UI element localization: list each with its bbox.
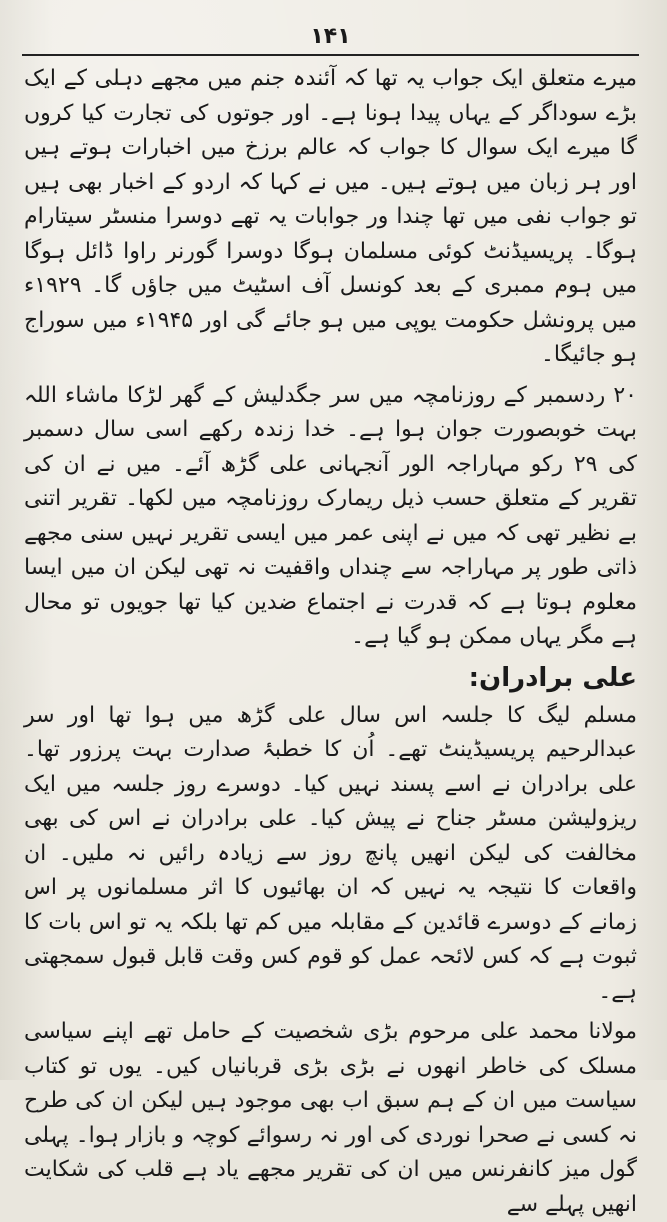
section-heading: علی برادران: — [468, 662, 637, 693]
paragraph: مولانا محمد علی مرحوم بڑی شخصیت کے حامل تھے اپنے سیاسی مسلک کی خاطر انھوں نے بڑی بڑی قربانیاں کیں۔ یوں تو کتاب سیاست میں ان کے ہم سبق اب بھی موجود ہیں لیکن ان کی طرح نہ کسی نے صحرا نوردی کی اور نہ رسوائے کوچہ و بازار ہوا۔ پہلی گول میز کانفرنس میں ان کی تقریر مجھے یاد ہے قلب کی شکایت انھیں پہلے سے — [24, 1019, 637, 1217]
paragraph: مسلم لیگ کا جلسہ اس سال علی گڑھ میں ہوا تھا اور سر عبدالرحیم پریسیڈینٹ تھے۔ اُن کا خطبۂ صدارت بہت پرزور تھا۔ علی برادران نے اسے پسند نہیں کیا۔ دوسرے روز جلسہ میں ایک ریزولیشن مسٹر جناح نے پیش کیا۔ علی برادران نے اس کی بھی مخالفت کی لیکن انھیں پانچ روز سے زیادہ رائیں نہ ملیں۔ ان واقعات کا نتیجہ یہ نہیں کہ ان بھائیوں کا اثر مسلمانوں پر اس زمانے کے دوسرے قائدین کے مقابلہ میں کم تھا بلکہ یہ تو اس بات کا ثبوت ہے کہ کس لائحہ عمل کو قوم کس وقت قابل قبول سمجھتی ہے۔ — [24, 702, 637, 1004]
page-number: ۱۴۱ — [310, 24, 351, 49]
paragraph: ۲۰ ردسمبر کے روزنامچہ میں سر جگدلیش کے گھر لڑکا ماشاء اللہ بہت خوبصورت جوان ہوا ہے۔ خدا زندہ رکھے اسی سال دسمبر کی ۲۹ رکو مہاراجہ الور آنجہانی علی گڑھ آئے۔ میں نے ان کی تقریر کے متعلق حسب ذیل ریمارک روزنامچہ میں لکھا۔ تقریر اتنی بے نظیر تھی کہ میں نے اپنی عمر میں ایسی تقریر نہیں سنی مجھے ذاتی طور پر مہاراجہ سے چنداں واقفیت نہ تھی لیکن ان میں ایسا معلوم ہوتا ہے کہ قدرت نے اجتماع ضدین کیا تھا جویوں تو محال ہے مگر یہاں ممکن ہو گیا ہے۔ — [24, 382, 637, 649]
paragraph: میرے متعلق ایک جواب یہ تھا کہ آئندہ جنم میں مجھے دہلی کے ایک بڑے سوداگر کے یہاں پیدا ہونا ہے۔ اور جوتوں کی تجارت کیا کروں گا میرے ایک سوال کا جواب کہ عالم برزخ میں اخبارات ہوتے ہیں اور ہر زبان میں ہوتے ہیں۔ میں نے کہا کہ اردو کے اخبار بھی ہیں تو جواب نفی میں تھا چندا ور جوابات یہ تھے دوسرا منسٹر سیتارام ہوگا۔ پریسیڈنٹ کوئی مسلمان ہوگا دوسرا گورنر راوا ڈائل ہوگا میں ہوم ممبری کے بعد کونسل آف اسٹیٹ میں جاؤں گا۔ ۱۹۲۹ء میں پرونشل حکومت یوپی میں ہو جائے گی اور ۱۹۴۵ء میں سوراج ہو جائیگا۔ — [24, 66, 637, 367]
header-rule — [22, 54, 639, 56]
